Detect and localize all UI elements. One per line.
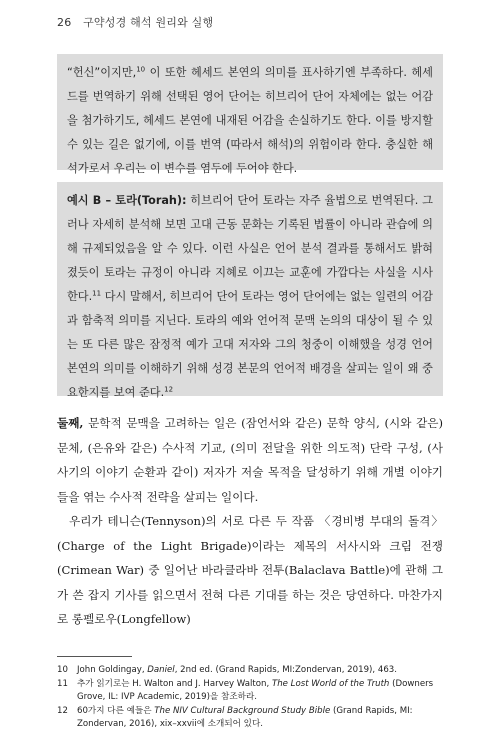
box1-paragraph: [67, 61, 433, 181]
body-text: [57, 411, 443, 632]
second-point-lead: 둘째,: [57, 416, 84, 430]
footnote-text: [77, 705, 443, 731]
body-p2-text: 우리가 테니슨(Tennyson)의 서로 다른 두 작품 〈경비병 부대의 돌격〉(Charge of the Light Brigade)이라는 제목의 서사시와 크림 전쟁(Crimean War) 중 일어난 바라클라바 전투(Balaclava Battle)에 관해 그가 쓴 잡지 기사를 읽으면서 전혀 다른 기대를 하는 것은 당연하다. 마찬가지로 롱펠로우(Longfellow): [57, 514, 443, 626]
footnote-number: 12: [57, 706, 68, 716]
box2-paragraph: [67, 189, 433, 405]
fn11-a: 추가 읽기로는 H. Walton and J. Harvey Walton,: [77, 679, 272, 689]
fn12-a: 60가지 다른 예들은: [77, 706, 155, 716]
example-box-hesed: [57, 54, 443, 175]
footnote-number: 10: [57, 665, 68, 675]
footnote-ref-10: 10: [136, 65, 146, 74]
box1-text-b: 이 또한 헤세드 본연의 의미를 표사하기엔 부족하다. 헤세드를 번역하기 위해 선택된 영어 단어는 히브리어 단어 자체에는 없는 어감을 첨가하기도, 헤세드 본연에 내재된 어감을 손실하기도 한다. 이를 방지할 수 있는 길은 없기에, 이를 번역 (따라서 해석)의 위험이라 한다. 충실한 해석가로서 우리는 이 변수를 염두에 두어야 한다.: [67, 66, 433, 175]
running-header: [57, 14, 213, 30]
fn12-title: The NIV Cultural Background Study Bible: [154, 706, 331, 716]
fn12-b: (Grand Rapids, MI: Zondervan, 2016), xix–xxvii에 소개되어 있다.: [77, 706, 413, 729]
box1-text-a: “헌신”이지만,: [67, 66, 137, 79]
book-title: 구약성경 해석 원리와 실행: [83, 16, 214, 29]
fn11-b: (Downers Grove, IL: IVP Academic, 2019)을 참조하라.: [77, 679, 434, 702]
body-paragraph-2: [57, 509, 443, 632]
footnote-text: [77, 678, 443, 704]
body-p1-text: 문학적 문맥을 고려하는 일은 (잠언서와 같은) 문학 양식, (시와 같은) 문체, (은유와 같은) 수사적 기교, (의미 전달을 위한 의도적) 단락 구성, (사사기의 이야기 순환과 같이) 저자가 저술 목적을 달성하기 위해 개별 이야기들을 엮는 수사적 전략을 살피는 일이다.: [57, 416, 443, 504]
body-paragraph-1: [57, 411, 443, 509]
footnote-divider: [57, 656, 132, 657]
page-number: 26: [57, 16, 72, 29]
footnote-ref-12: 12: [164, 385, 174, 394]
box2-text-b: 다시 말해서, 히브리어 단어 토라는 영어 단어에는 없는 일련의 어감과 함축적 의미를 지닌다. 토라의 예와 언어적 문맥 논의의 대상이 될 수 있는 또 다른 많은 잠정적 예가 고대 저자와 그의 청중이 이해했을 성경 언어 본연의 의미를 이해하기 위해 성경 본문의 언어적 배경을 살피는 일이 왜 중요한지를 보여 준다.: [67, 290, 433, 399]
fn11-title: The Lost World of the Truth: [271, 679, 390, 689]
box2-text-a: 히브리어 단어 토라는 자주 율법으로 번역된다. 그러나 자세히 분석해 보면 고대 근동 문화는 기록된 법률이 아니라 관습에 의해 규제되었음을 알 수 있다. 이런 사실은 언어 분석 결과를 통해서도 밝혀졌듯이 토라는 규정이 아니라 지혜로 이끄는 교훈에 가깝다는 사실을 시사한다.: [67, 194, 433, 303]
fn10-a: John Goldingay,: [77, 665, 148, 675]
footnote-12: [57, 705, 443, 731]
fn10-b: , 2nd ed. (Grand Rapids, MI:Zondervan, 2019), 463.: [174, 665, 397, 675]
footnote-10: [57, 664, 443, 677]
example-box-torah: [57, 182, 443, 399]
footnote-ref-11: 11: [92, 289, 102, 298]
footnotes: [57, 664, 443, 732]
footnote-11: [57, 678, 443, 704]
footnote-text: [77, 664, 443, 677]
footnote-number: 11: [57, 679, 68, 689]
fn10-title: Daniel: [147, 665, 175, 675]
example-b-heading: 예시 B – 토라(Torah):: [67, 194, 187, 207]
